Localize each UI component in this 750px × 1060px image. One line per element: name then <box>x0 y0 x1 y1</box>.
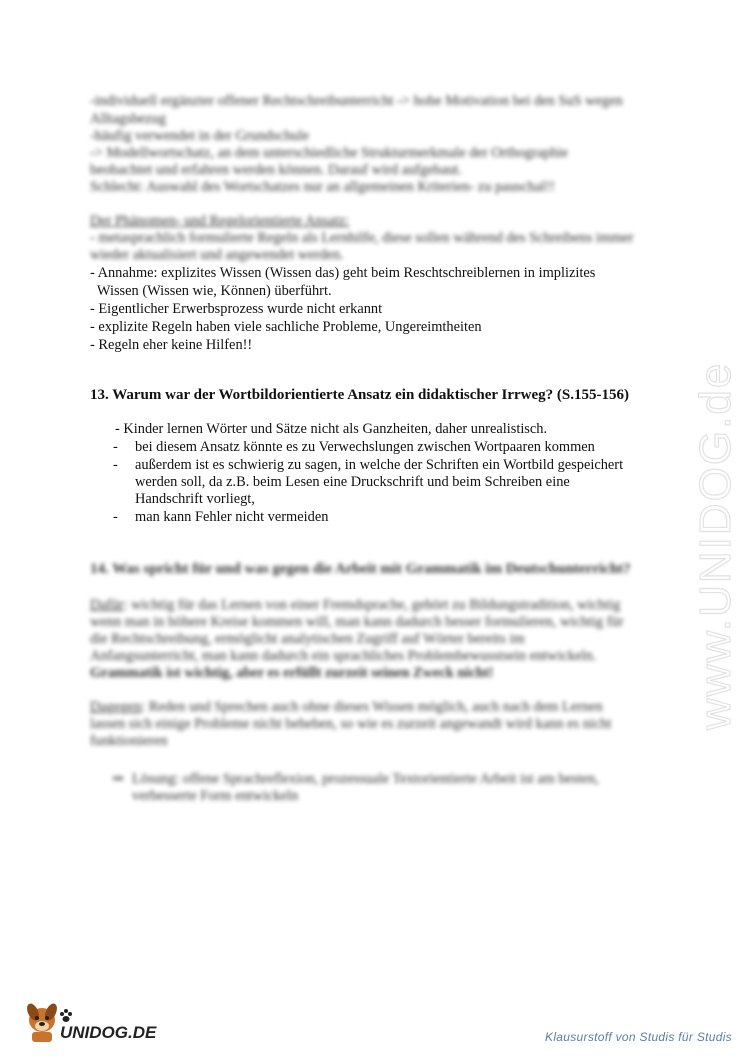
blurred-line: funktionieren <box>90 733 168 749</box>
blurred-line: -häufig verwendet in der Grundschule <box>90 128 309 144</box>
bullet-dash: - <box>113 439 118 455</box>
list-item: - Regeln eher keine Hilfen!! <box>90 337 253 353</box>
question-14-heading: 14. Was spricht für und was gegen die Arbeit mit Grammatik im Deutschunterricht? <box>90 561 631 577</box>
blurred-line: beobachtet und erfahren werden können. Darauf wird aufgebaut. <box>90 162 462 178</box>
loesung-text: Lösung: offene Sprachreflexion, prozessuale Textorientierte Arbeit ist am besten, <box>132 771 599 787</box>
blurred-line: wieder aktualisiert und angewendet werden. <box>90 247 344 263</box>
arrow-icon: ⇒ <box>112 771 125 787</box>
blurred-line: die Rechtschreibung, ermöglicht analytischen Zugriff auf Wörter bereits im <box>90 631 525 647</box>
unidog-logo <box>22 990 172 1050</box>
list-item: - explizite Regeln haben viele sachliche Probleme, Ungereimtheiten <box>90 319 482 335</box>
list-item: - Eigentlicher Erwerbsprozess wurde nicht erkannt <box>90 301 383 317</box>
blurred-line: -> Modellwortschatz, an dem unterschiedliche Strukturmerkmale der Orthographie <box>90 145 569 161</box>
dagegen-line <box>90 698 603 716</box>
dagegen-text: : Reden und Sprechen auch ohne dieses Wissen möglich, auch nach dem Lernen <box>141 699 603 715</box>
question-13-first-point: - Kinder lernen Wörter und Sätze nicht als Ganzheiten, daher unrealistisch. <box>115 421 548 437</box>
blurred-line: Anfangsunterricht, man kann dadurch ein sprachliches Problembewusstsein entwickeln. <box>90 648 597 664</box>
watermark <box>684 270 744 740</box>
blurred-section-title: Der Phänomen- und Regelorientierte Ansatz: <box>90 213 349 229</box>
bullet-dash: - <box>113 509 118 525</box>
dog-logo-icon <box>22 990 172 1050</box>
dafuer-label: Dafür <box>90 597 124 613</box>
blurred-line: lassen sich einige Probleme nicht beheben, so wie es zurzeit angewandt wird kann es nicht <box>90 716 612 732</box>
list-item: man kann Fehler nicht vermeiden <box>135 509 329 525</box>
footer-slogan: Klausurstoff von Studis für Studis <box>545 1030 732 1044</box>
logo-text: UNIDOG.DE <box>60 1023 157 1042</box>
dafuer-line <box>90 596 620 614</box>
watermark-text: www.UNIDOG.de <box>691 361 740 730</box>
loesung-line <box>112 770 599 788</box>
watermark-graphic <box>684 270 744 740</box>
blurred-line: Alltagsbezug <box>90 111 166 127</box>
dagegen-label: Dagegen <box>90 699 142 715</box>
question-13-heading: 13. Warum war der Wortbildorientierte Ansatz ein didaktischer Irrweg? (S.155-156) <box>90 387 629 403</box>
list-item-continuation: werden soll, da z.B. beim Lesen eine Druckschrift und beim Schreiben eine <box>135 474 570 490</box>
list-item: Wissen (Wissen wie, Können) überführt. <box>90 283 332 299</box>
blurred-bold-line: Grammatik ist wichtig, aber es erfüllt zurzeit seinen Zweck nicht! <box>90 665 494 681</box>
list-item-continuation: Handschrift vorliegt, <box>135 491 255 507</box>
list-item: - Annahme: explizites Wissen (Wissen das) geht beim Reschtschreiblernen in implizites <box>90 265 596 281</box>
dafuer-text: : wichtig für das Lernen von einer Fremdsprache, gehört zu Bildungstradition, wichtig <box>123 597 621 613</box>
blurred-line: verbesserte Form entwickeln <box>132 788 299 804</box>
list-item: bei diesem Ansatz könnte es zu Verwechslungen zwischen Wortpaaren kommen <box>135 439 595 455</box>
bullet-dash: - <box>113 457 118 473</box>
blurred-line: -individuell ergänzter offener Rechtschreibunterricht -> hohe Motivation bei den SuS wegen <box>90 93 623 109</box>
blurred-line: wenn man in höhere Kreise kommen will, man kann dadurch besser formulieren, wichtig für <box>90 614 624 630</box>
blurred-line: Schlecht: Auswahl des Wortschatzes nur an allgemeinen Kriterien- zu pauschal!! <box>90 179 555 195</box>
list-item: außerdem ist es schwierig zu sagen, in welche der Schriften ein Wortbild gespeichert <box>135 457 624 473</box>
blurred-line: - metasprachlich formulierte Regeln als Lernhilfe, diese sollen während des Schreibens immer <box>90 230 634 246</box>
